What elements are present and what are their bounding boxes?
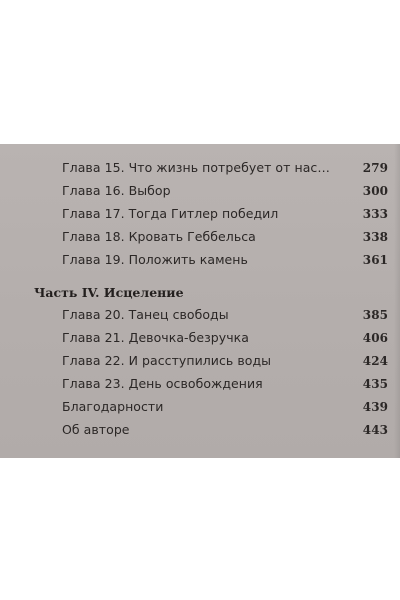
toc-entry-page: 443 — [362, 423, 388, 437]
toc-entry-label: Глава 21. Девочка-безручка — [62, 330, 249, 345]
toc-entry-label: Глава 16. Выбор — [62, 183, 171, 198]
toc-entry-chapter-15 — [62, 158, 388, 178]
toc-entry-chapter-23 — [62, 374, 388, 394]
book-page — [0, 144, 400, 458]
toc-entry-chapter-21 — [62, 328, 388, 348]
toc-entry-chapter-19 — [62, 250, 388, 270]
toc-entry-chapter-16 — [62, 181, 388, 201]
toc-entry-page: 300 — [362, 184, 388, 198]
toc-entry-chapter-17 — [62, 204, 388, 224]
toc-entry-page: 361 — [362, 253, 388, 267]
toc-entry-label: Глава 23. День освобождения — [62, 376, 263, 391]
toc-entry-page: 333 — [362, 207, 388, 221]
toc-entry-chapter-18 — [62, 227, 388, 247]
toc-entry-chapter-20 — [62, 305, 388, 325]
toc-entry-page: 279 — [362, 161, 388, 175]
toc-entry-page: 424 — [362, 354, 388, 368]
toc-entry-page: 435 — [362, 377, 388, 391]
page-edge-shadow — [394, 144, 400, 458]
toc-entry-label: Об авторе — [62, 422, 130, 437]
toc-entry-label: Глава 17. Тогда Гитлер победил — [62, 206, 279, 221]
toc-entry-label: Глава 20. Танец свободы — [62, 307, 229, 322]
toc-entry-label: Благодарности — [62, 399, 164, 414]
toc-entry-about-author — [62, 420, 388, 440]
toc-entry-chapter-22 — [62, 351, 388, 371]
toc-entry-page: 406 — [362, 331, 388, 345]
toc-entry-label: Глава 18. Кровать Геббельса — [62, 229, 256, 244]
toc-entry-label: Глава 15. Что жизнь потребует от нас… — [62, 160, 330, 175]
toc-entry-page: 385 — [362, 308, 388, 322]
toc-entry-acknowledgments — [62, 397, 388, 417]
toc-entry-label: Глава 19. Положить камень — [62, 252, 248, 267]
toc-entry-label: Глава 22. И расступились воды — [62, 353, 272, 368]
part-heading: Часть IV. Исцеление — [34, 285, 184, 300]
toc-entry-page: 338 — [362, 230, 388, 244]
toc-entry-page: 439 — [362, 400, 388, 414]
